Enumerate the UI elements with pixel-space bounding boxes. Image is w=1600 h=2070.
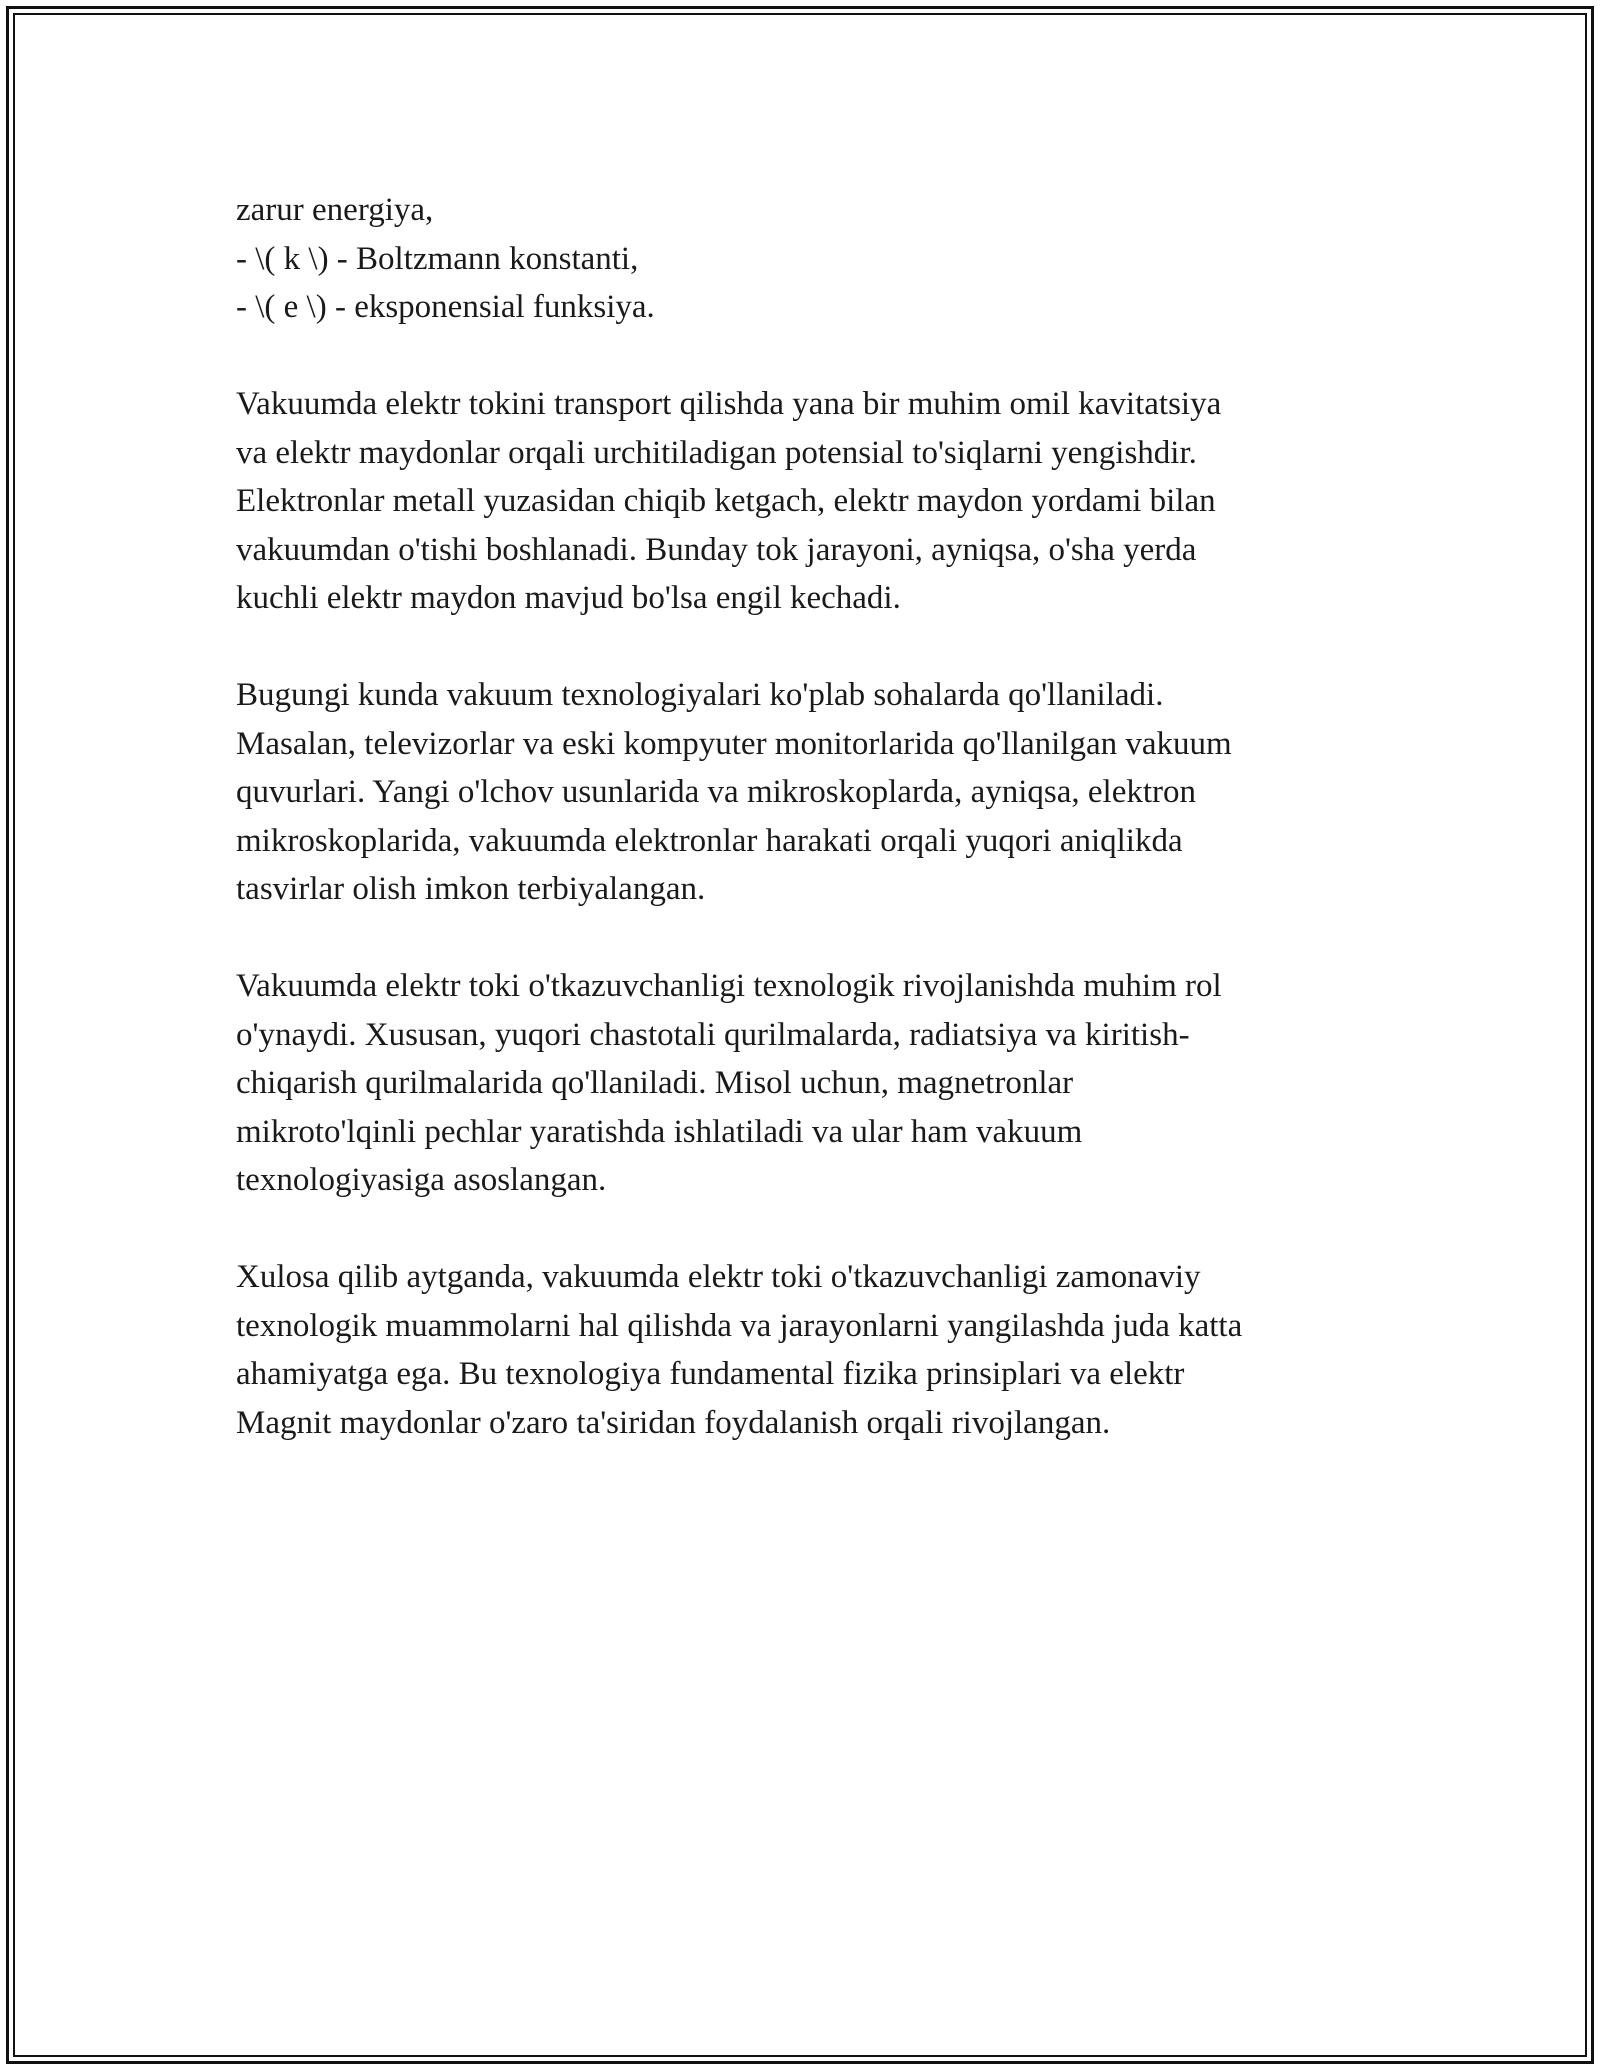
text-line: Masalan, televizorlar va eski kompyuter monitorlarida qo'llanilgan vakuum [236, 725, 1232, 762]
text-line: texnologik muammolarni hal qilishda va jarayonlarni yangilashda juda katta [236, 1307, 1243, 1344]
text-line: mikroto'lqinli pechlar yaratishda ishlatiladi va ular ham vakuum [236, 1113, 1083, 1150]
document-body [236, 186, 1366, 1496]
text-line: Magnit maydonlar o'zaro ta'siridan foydalanish orqali rivojlangan. [236, 1404, 1111, 1441]
paragraph-technology-role [236, 962, 1366, 1205]
text-line: kuchli elektr maydon mavjud bo'lsa engil kechadi. [236, 580, 901, 616]
text-line: chiqarish qurilmalarida qo'llaniladi. Misol uchun, magnetronlar [236, 1065, 1074, 1101]
text-line: Vakuumda elektr tokini transport qilishda yana bir muhim omil kavitatsiya [236, 386, 1222, 422]
text-line: quvurlari. Yangi o'lchov usunlarida va mikroskoplarda, ayniqsa, elektron [236, 774, 1196, 810]
text-line: texnologiyasiga asoslangan. [236, 1162, 607, 1198]
text-line: vakuumdan o'tishi boshlanadi. Bunday tok jarayoni, ayniqsa, o'sha yerda [236, 531, 1197, 568]
text-line: Elektronlar metall yuzasidan chiqib ketgach, elektr maydon yordami bilan [236, 483, 1216, 519]
text-line: va elektr maydonlar orqali urchitiladigan potensial to'siqlarni yengishdir. [236, 434, 1197, 471]
text-line: ahamiyatga ega. Bu texnologiya fundamental fizika prinsiplari va elektr [236, 1356, 1185, 1392]
text-line: Bugungi kunda vakuum texnologiyalari ko'plab sohalarda qo'llaniladi. [236, 677, 1164, 713]
paragraph-applications [236, 671, 1366, 914]
text-line: Vakuumda elektr toki o'tkazuvchanligi texnologik rivojlanishda muhim rol [236, 968, 1222, 1004]
paragraph-conclusion [236, 1253, 1366, 1447]
text-line: mikroskoplarida, vakuumda elektronlar harakati orqali yuqori aniqlikda [236, 822, 1183, 859]
text-line: - \( e \) - eksponensial funksiya. [236, 289, 655, 325]
text-line: - \( k \) - Boltzmann konstanti, [236, 240, 639, 277]
paragraph-transport [236, 380, 1366, 623]
paragraph-formula-legend [236, 186, 1366, 332]
text-line: o'ynaydi. Xususan, yuqori chastotali qurilmalarda, radiatsiya va kiritish- [236, 1016, 1190, 1053]
text-line: tasvirlar olish imkon terbiyalangan. [236, 871, 706, 907]
text-line: zarur energiya, [236, 192, 434, 228]
text-line: Xulosa qilib aytganda, vakuumda elektr toki o'tkazuvchanligi zamonaviy [236, 1259, 1201, 1295]
